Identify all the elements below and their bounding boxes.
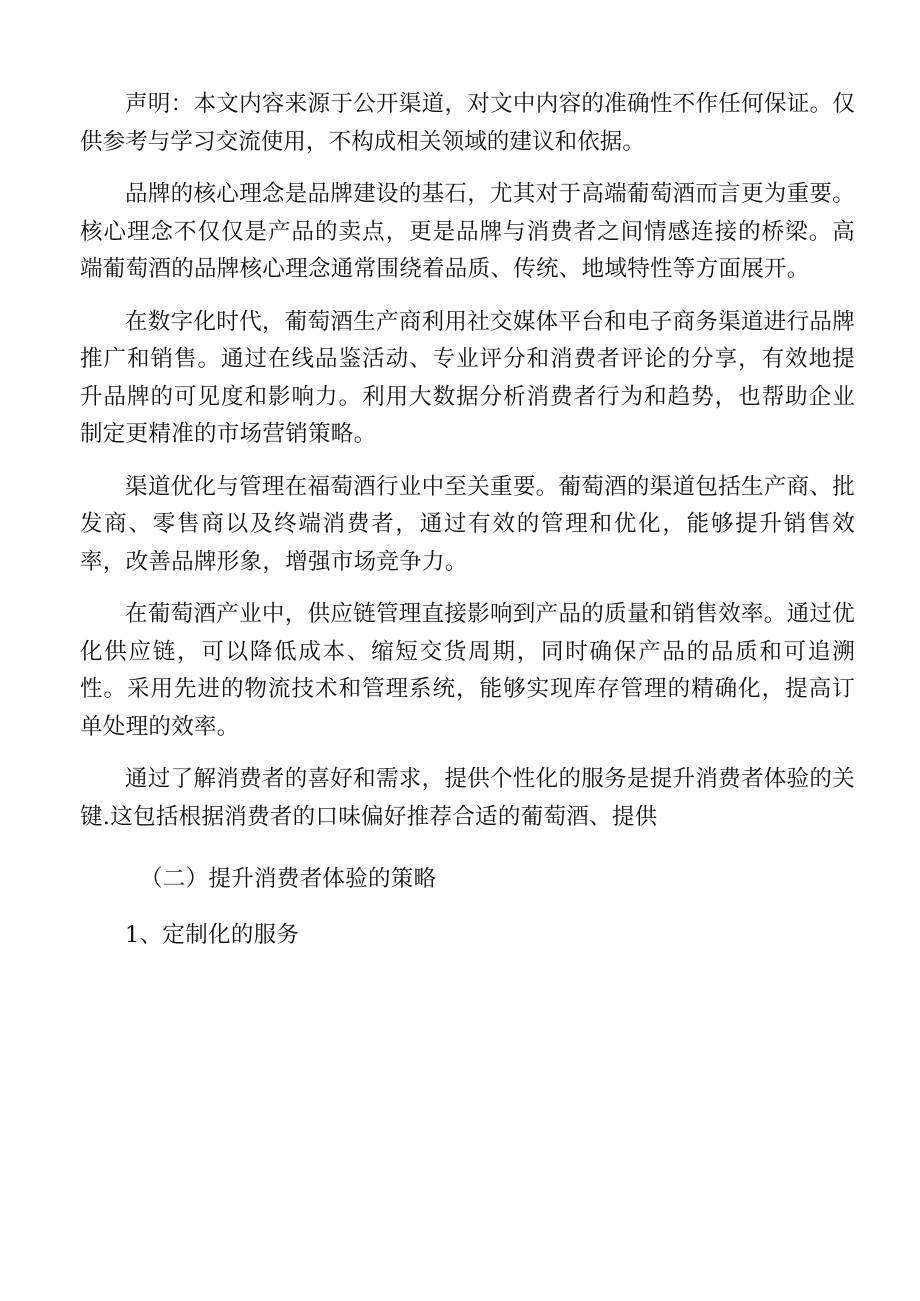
supply-chain-paragraph: 在葡萄酒产业中，供应链管理直接影响到产品的质量和销售效率。通过优化供应链，可以降低成本、缩短交货周期，同时确保产品的品质和可追溯性。采用先进的物流技术和管理系统，能够实现库存管理的精确化，提高订单处理的效率。: [80, 601, 855, 740]
channel-management-paragraph: 渠道优化与管理在福萄酒行业中至关重要。葡萄酒的渠道包括生产商、批发商、零售商以及终端消费者，通过有效的管理和优化，能够提升销售效率，改善品牌形象，增强市场竞争力。: [80, 473, 855, 575]
section-heading: （二）提升消费者体验的策略: [140, 866, 437, 892]
brand-core-concept-paragraph: 品牌的核心理念是品牌建设的基石，尤其对于高端葡萄酒而言更为重要。核心理念不仅仅是产品的卖点，更是品牌与消费者之间情感连接的桥梁。高端葡萄酒的品牌核心理念通常围绕着品质、传统、地域特性等方面展开。: [80, 181, 855, 282]
digital-marketing-paragraph: 在数字化时代，葡萄酒生产商利用社交媒体平台和电子商务渠道进行品牌推广和销售。通过在线品鉴活动、专业评分和消费者评论的分享，有效地提升品牌的可见度和影响力。利用大数据分析消费者行为和趋势，也帮助企业制定更精准的市场营销策略。: [80, 308, 855, 447]
consumer-service-paragraph: 通过了解消费者的喜好和需求，提供个性化的服务是提升消费者体验的关键.这包括根据消费者的口味偏好推荐合适的葡萄酒、提供: [80, 766, 855, 830]
subsection-heading: 1、定制化的服务: [125, 921, 300, 948]
document-body: [80, 86, 855, 954]
disclaimer-paragraph: 声明：本文内容来源于公开渠道，对文中内容的准确性不作任何保证。仅供参考与学习交流使用，不构成相关领域的建议和依据。: [80, 91, 855, 155]
